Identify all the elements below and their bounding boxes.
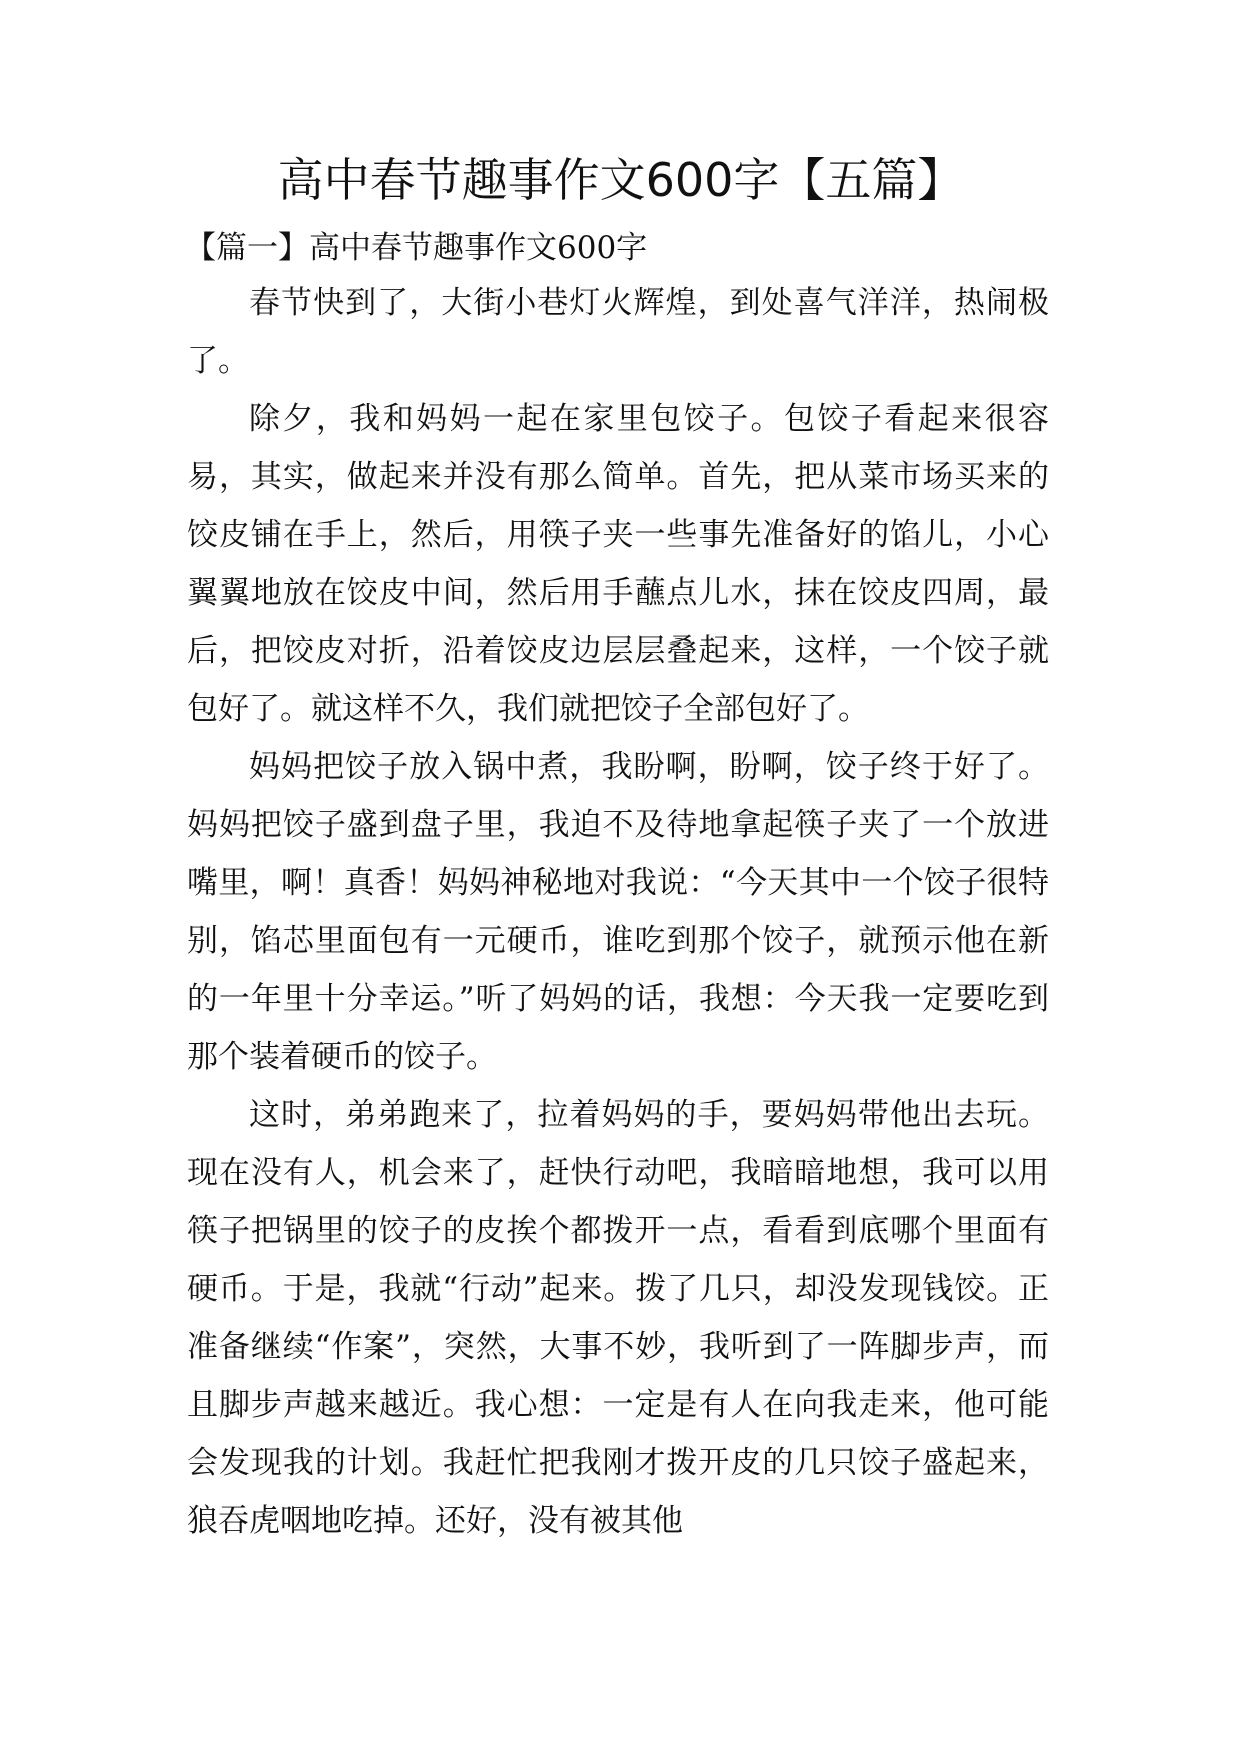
paragraph: 除夕，我和妈妈一起在家里包饺子。包饺子看起来很容易，其实，做起来并没有那么简单。首先，把从菜市场买来的饺皮铺在手上，然后，用筷子夹一些事先准备好的馅儿，小心翼翼地放在饺皮中间，然后用手蘸点儿水，抹在饺皮四周，最后，把饺皮对折，沿着饺皮边层层叠起来，这样，一个饺子就包好了。就这样不久，我们就把饺子全部包好了。 (187, 401, 1049, 727)
document-title: 高中春节趣事作文600字【五篇】 (277, 153, 964, 207)
section-heading: 【篇一】高中春节趣事作文600字 (185, 230, 648, 266)
paragraph: 妈妈把饺子放入锅中煮，我盼啊，盼啊，饺子终于好了。妈妈把饺子盛到盘子里，我迫不及待地拿起筷子夹了一个放进嘴里，啊！真香！妈妈神秘地对我说：“今天其中一个饺子很特别，馅芯里面包有一元硬币，谁吃到那个饺子，就预示他在新的一年里十分幸运。”听了妈妈的话，我想：今天我一定要吃到那个装着硬币的饺子。 (187, 749, 1049, 1075)
paragraph: 春节快到了，大街小巷灯火辉煌，到处喜气洋洋，热闹极了。 (187, 285, 1049, 379)
document-body (187, 222, 1049, 1550)
paragraph: 这时，弟弟跑来了，拉着妈妈的手，要妈妈带他出去玩。现在没有人，机会来了，赶快行动吧，我暗暗地想，我可以用筷子把锅里的饺子的皮挨个都拨开一点，看看到底哪个里面有硬币。于是，我就“行动”起来。拨了几只，却没发现钱饺。正准备继续“作案”，突然，大事不妙，我听到了一阵脚步声，而且脚步声越来越近。我心想：一定是有人在向我走来，他可能会发现我的计划。我赶忙把我刚才拨开皮的几只饺子盛起来，狼吞虎咽地吃掉。还好，没有被其他 (187, 1097, 1049, 1539)
